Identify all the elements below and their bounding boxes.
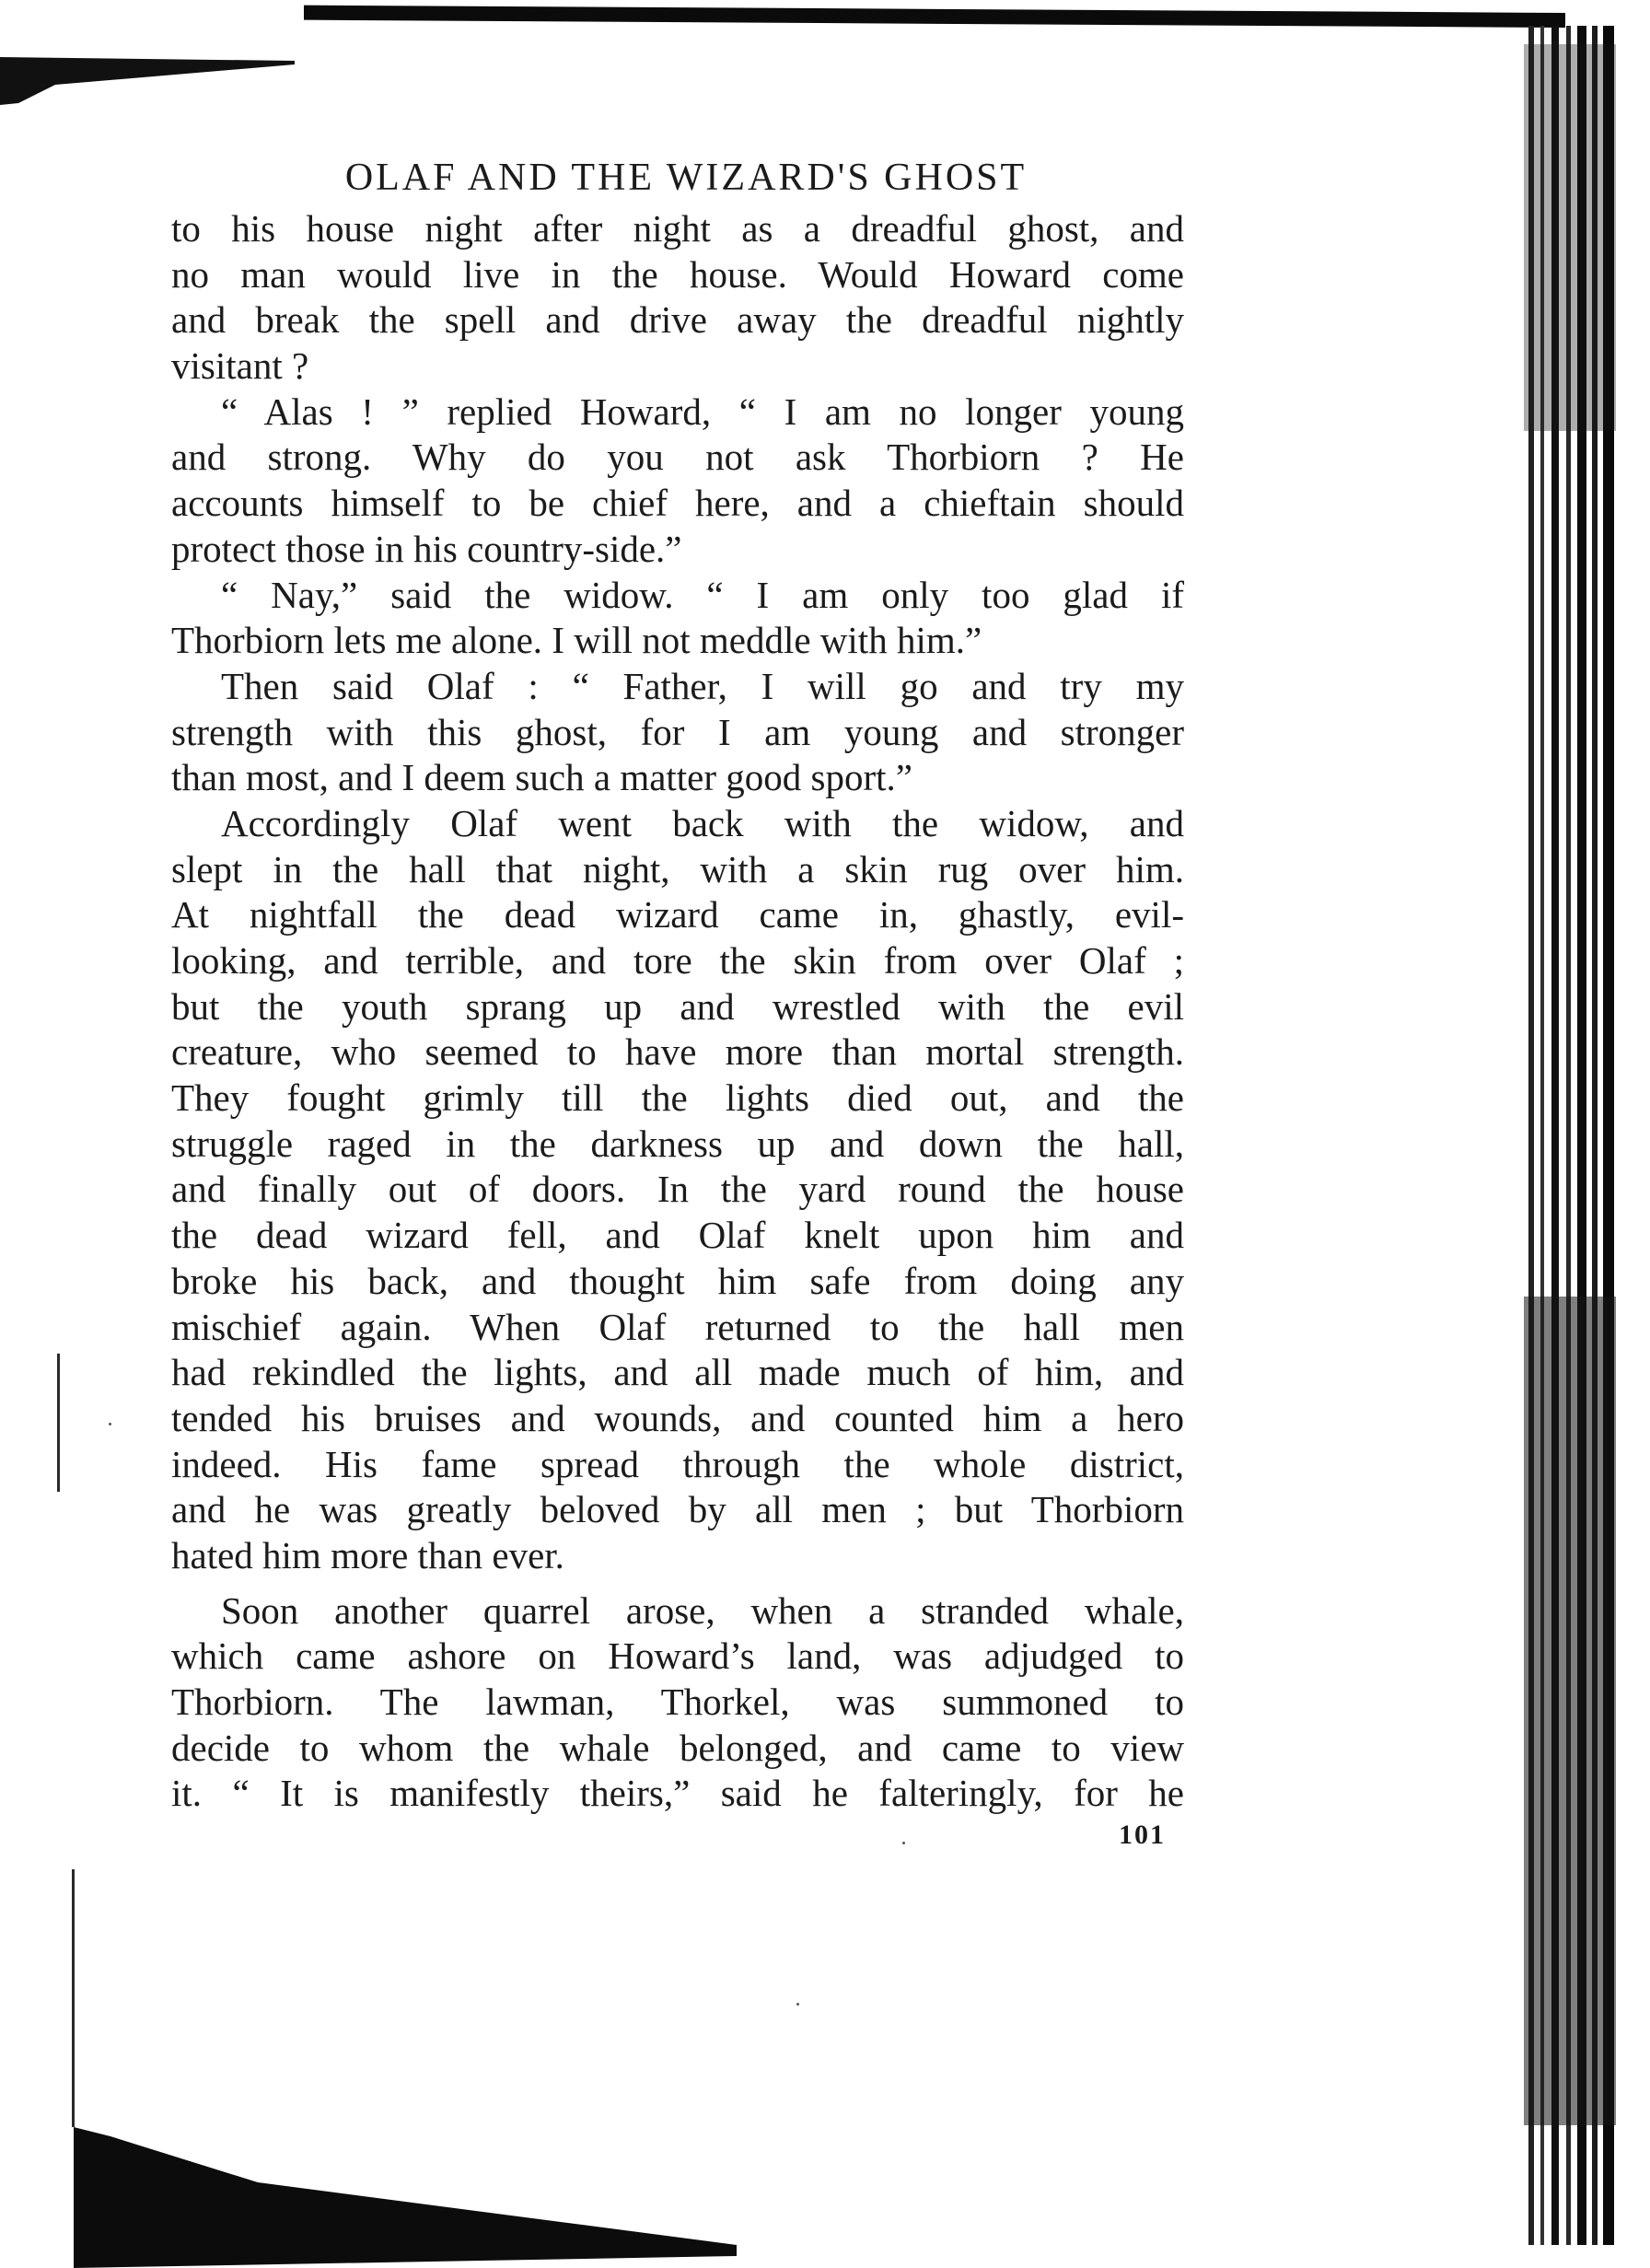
text-line: decide to whom the whale belonged, and came to view	[171, 1726, 1184, 1769]
scan-edge-bottom-left	[74, 2127, 737, 2268]
text-line: hated him more than ever.	[171, 1533, 564, 1576]
text-line: visitant ?	[171, 344, 309, 388]
body-text	[171, 206, 1184, 1817]
text-line: than most, and I deem such a matter good sport.”	[171, 756, 912, 799]
scan-margin-mark	[57, 1354, 60, 1492]
text-line: it. “ It is manifestly theirs,” said he falteringly, for he	[171, 1772, 1184, 1815]
text-line: but the youth sprang up and wrestled with the evil	[171, 984, 1184, 1028]
text-line: had rekindled the lights, and all made much of him, and	[171, 1351, 1184, 1394]
scan-edge-top-left	[0, 57, 295, 105]
text-line: and he was greatly beloved by all men ; but Thorbiorn	[171, 1488, 1184, 1531]
text-line: Then said Olaf : “ Father, I will go and try my	[221, 664, 1184, 707]
page-number: 101	[1119, 1820, 1166, 1850]
text-line: creature, who seemed to have more than mortal strength.	[171, 1030, 1184, 1074]
text-line: and break the spell and drive away the dreadful nightly	[171, 298, 1184, 342]
text-line: mischief again. When Olaf returned to the hall men	[171, 1305, 1184, 1348]
text-line: looking, and terrible, and tore the skin from over Olaf ;	[171, 939, 1184, 982]
text-line: strength with this ghost, for I am young and stronger	[171, 710, 1184, 753]
scan-margin-mark	[72, 1869, 75, 2127]
text-line: accounts himself to be chief here, and a chieftain should	[171, 482, 1184, 525]
scan-speck	[902, 1842, 905, 1844]
text-line: Thorbiorn lets me alone. I will not meddle with him.”	[171, 619, 982, 662]
running-head: OLAF AND THE WIZARD'S GHOST	[344, 157, 1028, 199]
text-line: At nightfall the dead wizard came in, ghastly, evil-	[171, 893, 1184, 936]
text-line: to his house night after night as a dreadful ghost, and	[171, 207, 1184, 250]
text-line: which came ashore on Howard’s land, was adjudged to	[171, 1634, 1184, 1678]
text-line: no man would live in the house. Would Howard come	[171, 252, 1184, 296]
text-line: Thorbiorn. The lawman, Thorkel, was summoned to	[171, 1681, 1184, 1723]
text-line: Accordingly Olaf went back with the widow, and	[221, 801, 1184, 844]
text-line: Soon another quarrel arose, when a stranded whale,	[221, 1588, 1184, 1632]
text-line: “ Nay,” said the widow. “ I am only too glad if	[221, 573, 1184, 616]
scan-edge-right	[1515, 26, 1625, 2245]
scan-speck	[796, 2003, 799, 2006]
text-line: and finally out of doors. In the yard round the house	[171, 1168, 1184, 1211]
text-line: and strong. Why do you not ask Thorbiorn ? He	[171, 436, 1184, 479]
scan-edge-top	[304, 6, 1565, 28]
text-line: protect those in his country-side.”	[171, 527, 682, 570]
text-line: tended his bruises and wounds, and counted him a hero	[171, 1396, 1184, 1439]
text-line: They fought grimly till the lights died out, and the	[171, 1076, 1184, 1120]
text-line: struggle raged in the darkness up and down the hall,	[171, 1122, 1184, 1165]
scan-speck	[109, 1423, 111, 1425]
text-line: slept in the hall that night, with a skin rug over him.	[171, 847, 1184, 890]
text-line: indeed. His fame spread through the whole district,	[171, 1442, 1184, 1485]
text-line: “ Alas ! ” replied Howard, “ I am no longer young	[221, 390, 1184, 433]
text-line: broke his back, and thought him safe from doing any	[171, 1259, 1184, 1302]
text-line: the dead wizard fell, and Olaf knelt upon him and	[171, 1214, 1184, 1257]
